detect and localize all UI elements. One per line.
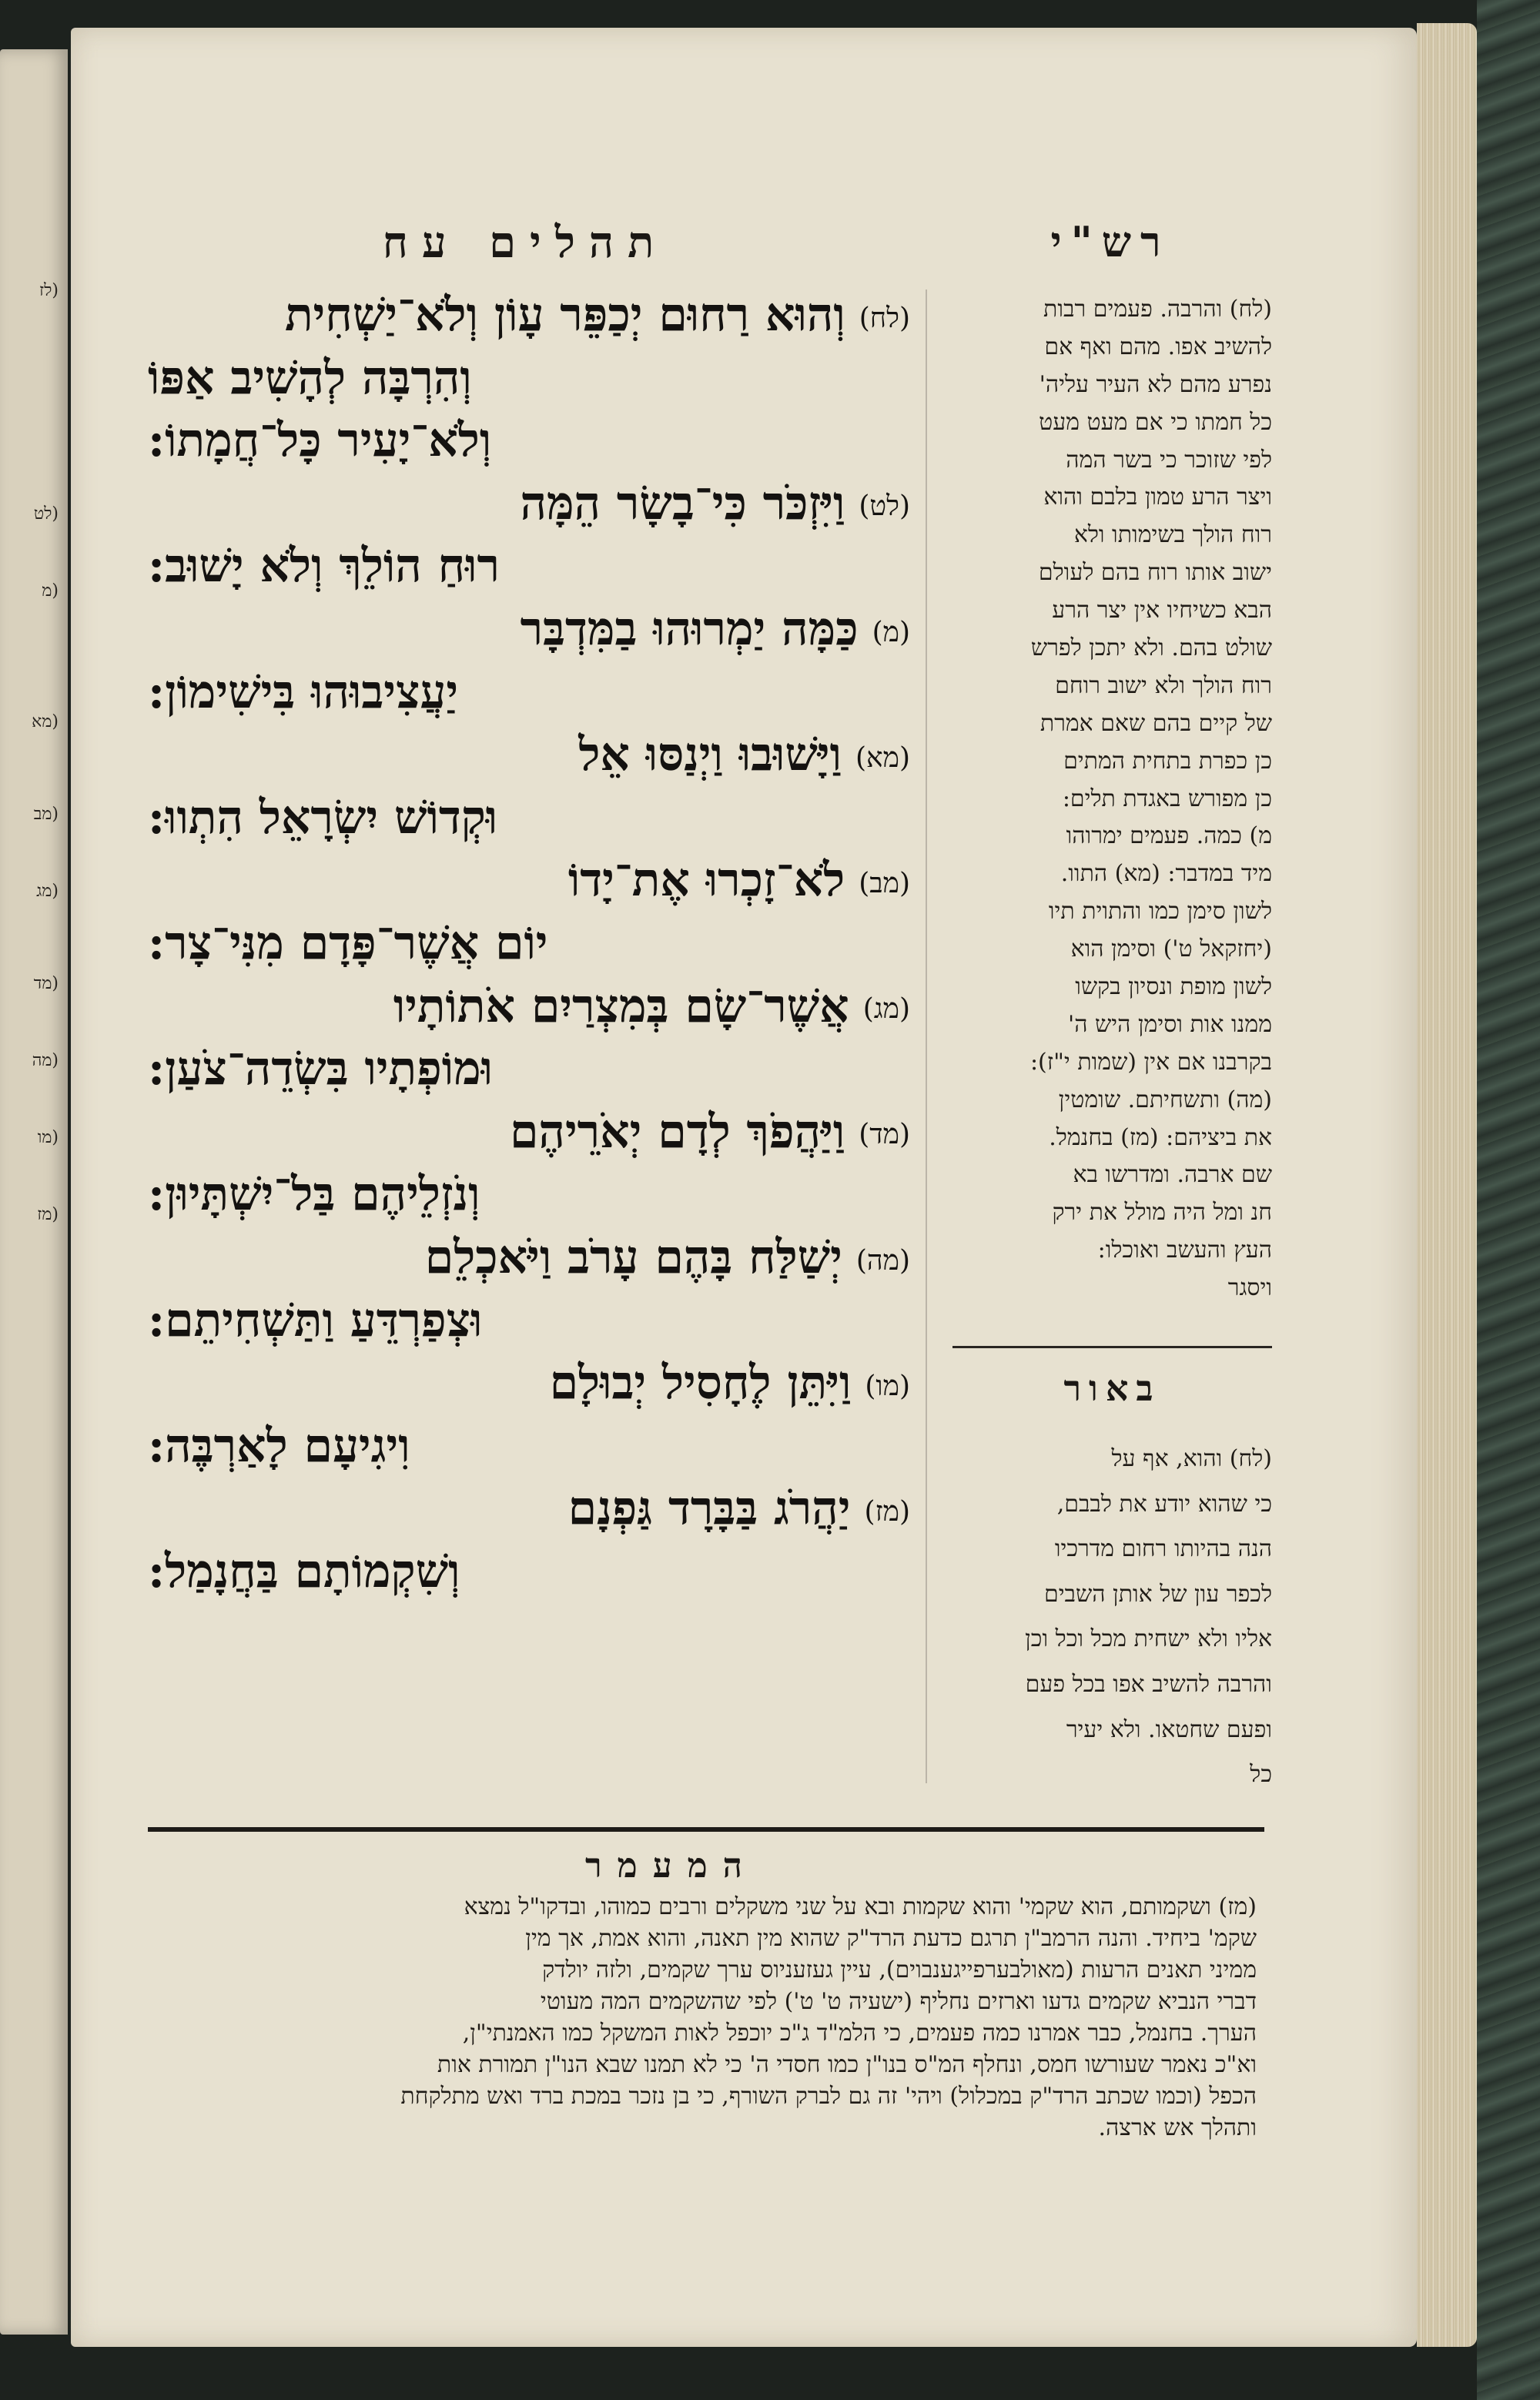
verse-number: (מג) [862, 993, 910, 1026]
verse-number: (מד) [859, 1119, 910, 1151]
beur-line: (לח) והוא, אף על [1111, 1445, 1272, 1472]
verse-text: רוּחַ הוֹלֵךְ וְלֹא יָשׁוּב: [148, 539, 500, 594]
beur-header: באור [1063, 1367, 1161, 1409]
beur-line: הנה בהיותו רחום מדרכיו [1054, 1535, 1272, 1563]
rashi-line: להשיב אפו. מהם ואף אם [1044, 333, 1272, 360]
verse-line [148, 597, 910, 661]
maamar-line: דברי הנביא שקמים גדעו וארזים נחליף (ישעיה ט' ט') לפי שהשקמים המה מעוטי [540, 1988, 1257, 2015]
maamar-header: המעמר [585, 1846, 758, 1886]
verse-text: וְהִרְבָּה לְהָשִׁיב אַפּוֹ [148, 350, 472, 405]
verse-text: יַהֲרֹג בַּבָּרָד גַּפְנָם [567, 1481, 851, 1536]
rashi-line: של קיים בהם שאם אמרת [1040, 709, 1272, 737]
verse-number: (מב) [859, 867, 910, 899]
rashi-line: בקרבנו אם אין (שמות י"ז): [1029, 1048, 1272, 1076]
margin-verse-mark: (לז [38, 281, 59, 300]
maamar-line: שקמ' ביחיד. והנה הרמב"ן תרגם כדעת הרד"ק שהוא מין תאנה, והוא אמת, אך מין [525, 1925, 1257, 1952]
margin-verse-mark: (מו [37, 1128, 59, 1147]
verse-text: וְנֹזְלֵיהֶם בַּל־יִשְׁתָּיוּן: [148, 1167, 480, 1222]
rashi-commentary [949, 291, 1272, 1369]
rashi-line: (מה) ותשחיתם. שומטין [1058, 1086, 1272, 1113]
verse-line [148, 975, 910, 1038]
rashi-line: כל חמתו כי אם מעט מעט [1039, 408, 1272, 436]
beur-separator-rule [952, 1346, 1272, 1348]
book-page [71, 28, 1417, 2347]
verse-text: יְשַׁלַּח בָּהֶם עָרֹב וַיֹּאכְלֵם [424, 1230, 842, 1284]
verse-text: וִיגִיעָם לָאַרְבֶּה: [148, 1418, 410, 1473]
beur-line: אליו ולא ישחית מכל וכל וכן [1025, 1625, 1272, 1653]
verse-text: וּצְפַרְדֵּעַ וַתַּשְׁחִיתֵם: [148, 1293, 483, 1347]
verse-line [148, 409, 910, 472]
verse-line [148, 1037, 910, 1100]
maamar-line: (מז) ושקמותם, הוא שקמי' והוא שקמות ובא על שני משקלים ורבים כמוהו, ובדקו"ל נמצא [464, 1893, 1257, 1920]
beur-line: והרבה להשיב אפו בכל פעם [1025, 1670, 1272, 1698]
verse-text: וַיִּזְכֹּר כִּי־בָשָׂר הֵמָּה [520, 476, 845, 531]
beur-line: לכפר עון של אותן השבים [1043, 1580, 1272, 1608]
verse-text: לֹא־זָכְרוּ אֶת־יָדוֹ [567, 853, 845, 908]
maamar-footnote [148, 1891, 1257, 2214]
maamar-line: הכפל (וכמו שכתב הרד"ק במכלול) ויהי' זה גם לברק השורף, כי בן נזכר במכת ברד ואש מתלקחת [400, 2083, 1257, 2110]
beur-line: כי שהוא יודע את לבבם, [1056, 1490, 1272, 1518]
verse-line [148, 472, 910, 535]
rashi-line: את ביציהם: (מז) בחנמל. [1049, 1123, 1272, 1151]
verse-text: וַיִּתֵּן לֶחָסִיל יְבוּלָם [549, 1356, 852, 1411]
marbled-cover [1477, 0, 1540, 2400]
verse-text: כַּמָּה יַמְרוּהוּ בַמִּדְבָּר [520, 602, 859, 656]
verse-text: וַיַּהֲפֹךְ לְדָם יְאֹרֵיהֶם [509, 1104, 845, 1159]
rashi-line: העץ והעשב ואוכלו: [1097, 1237, 1272, 1264]
rashi-line: רוח הולך בשימותו ולא [1073, 521, 1272, 549]
verse-line [148, 1163, 910, 1226]
margin-verse-mark: (מד [33, 974, 59, 993]
left-page-edge [0, 49, 68, 2335]
rashi-line: חנ ומל היה מולל את ירק [1052, 1199, 1272, 1227]
verse-line [148, 849, 910, 912]
maamar-line: ותהלך אש ארצה. [1098, 2114, 1257, 2141]
maamar-line: וא"כ נאמר שעורשו חמס, ונחלף המ"ס בנו"ן כמו חסדי ה' כי לא תמנו שבא הנו"ן תמורת אות [437, 2051, 1257, 2078]
verse-text: וַיָּשׁוּבוּ וַיְנַסּוּ אֵל [578, 728, 842, 782]
verse-line [148, 1540, 910, 1603]
beur-line: כל [1250, 1761, 1272, 1789]
verse-number: (לט) [859, 490, 910, 523]
verse-text: אֲשֶׁר־שָׂם בְּמִצְרַיִם אֹתוֹתָיו [393, 979, 849, 1033]
rashi-line: כן כפרת בתחית המתים [1063, 747, 1272, 775]
rashi-line: הבא כשיחיו אין יצר הרע [1052, 597, 1272, 624]
maamar-line: הערך. בחנמל, כבר אמרנו כמה פעמים, כי הלמ"ד ג"כ יוכפל לאות המשקל כמו האמנתי"ן, [462, 2020, 1257, 2047]
rashi-line: מ) כמה. פעמים ימרוהו [1066, 822, 1272, 850]
verse-number: (מה) [855, 1244, 910, 1277]
psalms-header: תהלים עח [382, 217, 668, 268]
beur-commentary [949, 1437, 1272, 1806]
margin-verse-mark: (מג [36, 882, 59, 901]
rashi-line: רוח הולך ולא ישוב רוחם [1055, 671, 1272, 699]
verse-line [148, 1289, 910, 1352]
margin-verse-mark: (מה [32, 1051, 59, 1070]
verse-number: (מו) [865, 1370, 910, 1402]
maamar-separator-rule [148, 1827, 1264, 1832]
verse-line [148, 723, 910, 786]
rashi-line: מיד במדבר: (מא) התוו. [1060, 860, 1272, 888]
rashi-line: ממנו אות וסימן היש ה' [1067, 1010, 1272, 1038]
margin-verse-mark: (מא [32, 712, 59, 731]
rashi-line: לפי שזוכר כי בשר המה [1066, 446, 1272, 474]
verse-line [148, 661, 910, 724]
rashi-line: לשון מופת ונסיון בקשו [1075, 973, 1272, 1001]
rashi-line: ויצר הרע טמון בלבם והוא [1043, 484, 1272, 511]
margin-verse-mark: (מ [42, 581, 59, 601]
rashi-header: רש"י [1050, 217, 1170, 266]
verse-number: (מא) [855, 741, 910, 774]
rashi-line: שולט בהם. ולא יתכן לפרש [1030, 634, 1272, 662]
rashi-line: נפרע מהם לא העיר עליה' [1039, 370, 1272, 398]
rashi-line: ישוב אותו רוח בהם לעולם [1038, 559, 1272, 587]
verse-line [148, 346, 910, 410]
verse-text: וּמוֹפְתָיו בִּשְׂדֵה־צֹעַן: [148, 1042, 494, 1096]
verse-number: (לח) [859, 302, 910, 334]
verse-text: וְלֹא־יָעִיר כָּל־חֲמָתוֹ: [148, 413, 492, 468]
verse-text: וְהוּא רַחוּם יְכַפֵּר עָוֹן וְלֹא־יַשְׁחִית [284, 288, 845, 342]
verse-line [148, 1351, 910, 1414]
verse-number: (מז) [864, 1495, 910, 1528]
rashi-line: ויסגר [1227, 1274, 1272, 1302]
verse-text: יַעֲצִיבוּהוּ בִּישִׁימוֹן: [148, 664, 459, 719]
rashi-line: לשון סימן כמו והתוית תיו [1048, 898, 1272, 926]
verse-line [148, 534, 910, 597]
rashi-line: (לח) והרבה. פעמים רבות [1043, 296, 1272, 323]
verse-text: וְשִׁקְמוֹתָם בַּחֲנָמַל: [148, 1545, 460, 1598]
verse-text: וּקְדוֹשׁ יִשְׂרָאֵל הִתְווּ: [148, 790, 498, 845]
rashi-line: שם ארבה. ומדרשו בא [1073, 1161, 1272, 1189]
margin-verse-mark: (מב [33, 805, 59, 824]
column-divider [926, 290, 927, 1783]
rashi-line: (יחזקאל ט') וסימן הוא [1070, 936, 1272, 963]
margin-verse-mark: (לט [33, 504, 59, 524]
beur-line: ופעם שחטאו. ולא יעיר [1066, 1715, 1272, 1743]
page-edges [1417, 23, 1477, 2347]
verse-line [148, 1477, 910, 1540]
verse-text: יוֹם אֲשֶׁר־פָּדָם מִנִּי־צָר: [148, 916, 548, 970]
verse-line [148, 1414, 910, 1478]
verse-line [148, 786, 910, 849]
verse-line [148, 912, 910, 975]
verse-line [148, 1226, 910, 1289]
margin-verse-mark: (מז [37, 1205, 59, 1224]
rashi-line: כן מפורש באגדת תלים: [1062, 785, 1272, 812]
verse-line [148, 1100, 910, 1163]
maamar-line: ממיני תאנים הרעות (מאולבערפייגענבוים), עיין געזעניוס ערך שקמים, ולזה יולדק [542, 1956, 1257, 1983]
verse-line [148, 283, 910, 346]
verse-number: (מ) [872, 616, 910, 648]
